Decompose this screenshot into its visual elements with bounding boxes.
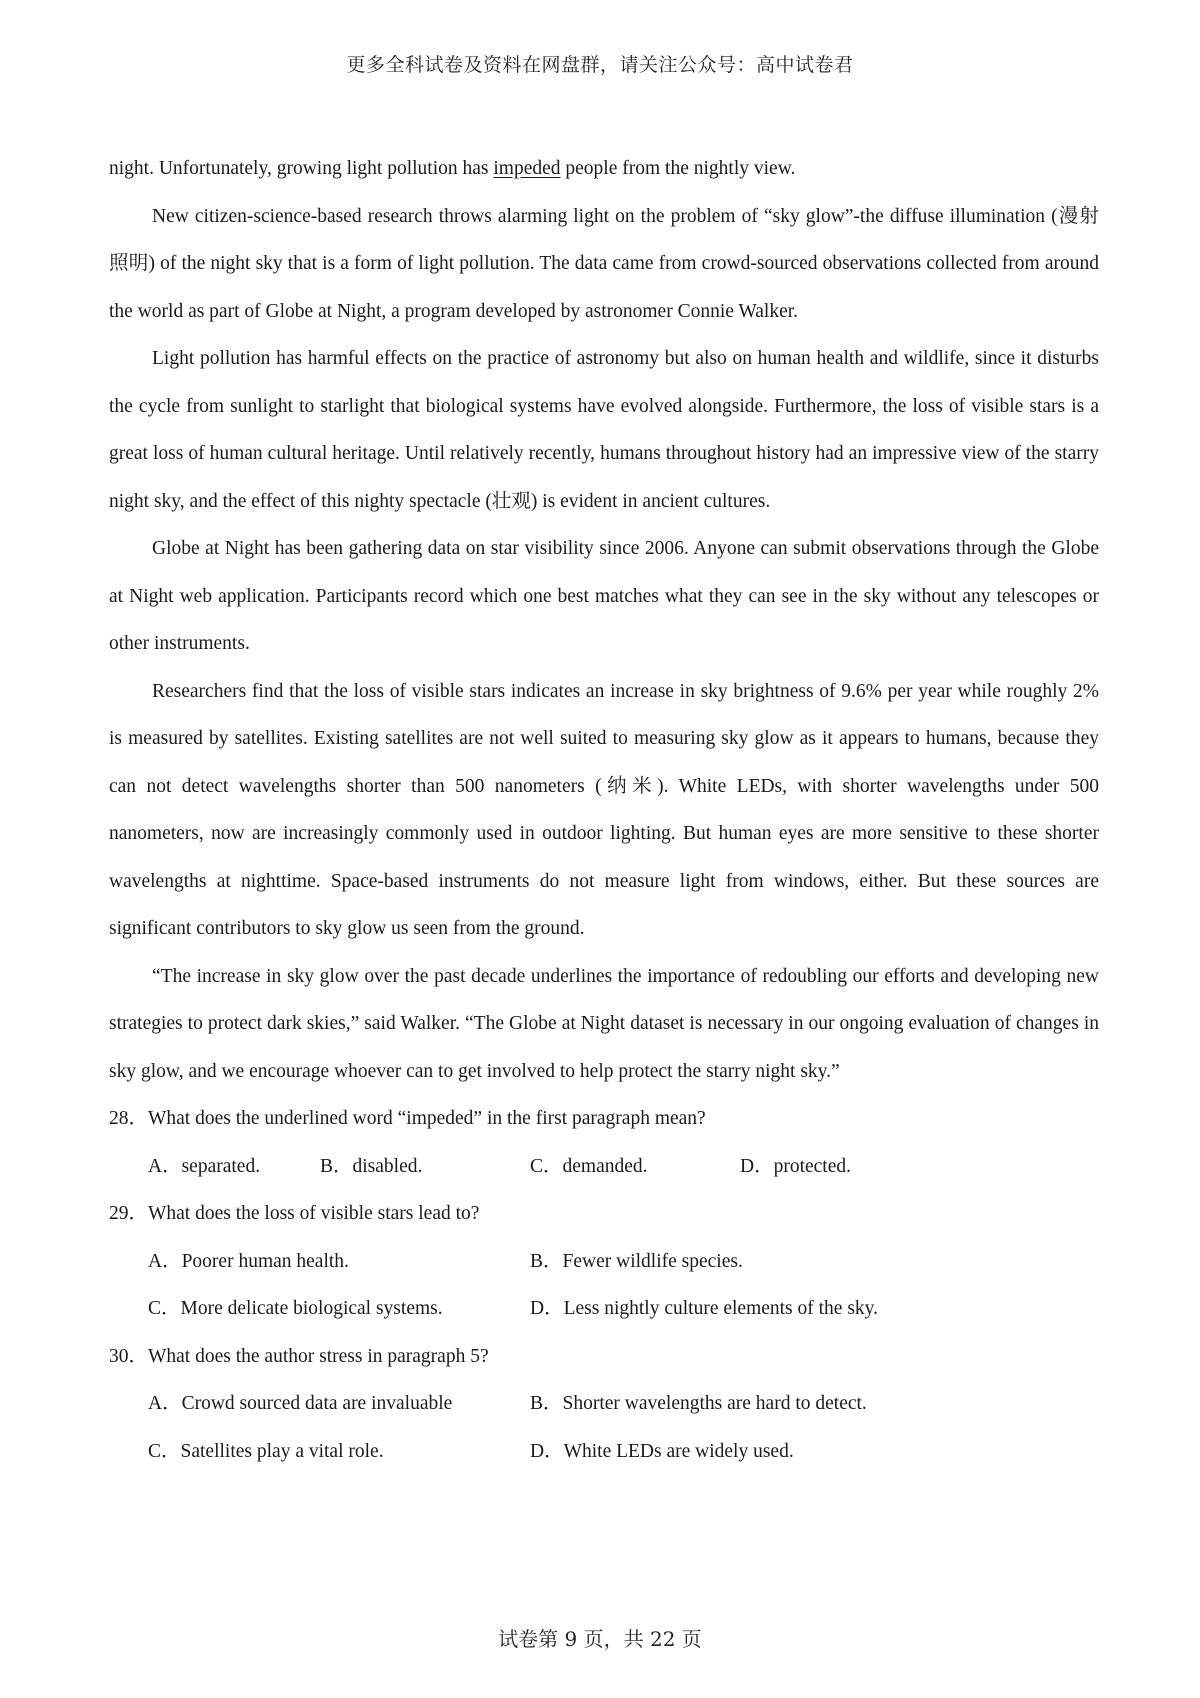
question-30-options-row-2 — [109, 1428, 1099, 1476]
passage-paragraph-2: Light pollution has harmful effects on the practice of astronomy but also on human health and wildlife, since it disturbs the cycle from sunlight to starlight that biological systems have evolved alongside. Furthermore, the loss of visible stars is a great loss of human cultural heritage. Until relatively recently, humans throughout history had an impressive view of the starry night sky, and the effect of this nighty spectacle (壮观) is evident in ancient cultures. — [109, 348, 1099, 512]
document-body — [109, 145, 1099, 1475]
passage-paragraph-1: New citizen-science-based research throws alarming light on the problem of “sky glow”-the diffuse illumination (漫射照明) of the night sky that is a form of light pollution. The data came from crowd-sourced observations collected from around the world as part of Globe at Night, a program developed by astronomer Connie Walker. — [109, 205, 1099, 322]
question-29-options-row-2 — [109, 1285, 1099, 1333]
option-d: D．protected. — [740, 1155, 852, 1177]
option-c: C．demanded. — [530, 1155, 648, 1177]
option-a: A．Crowd sourced data are invaluable — [148, 1393, 453, 1414]
question-30-options-row-1 — [109, 1380, 1099, 1428]
option-a: A．separated. — [148, 1155, 261, 1177]
question-28-options — [109, 1143, 1099, 1191]
option-d: D．White LEDs are widely used. — [530, 1440, 794, 1462]
paragraph-text-after: people from the nightly view. — [560, 158, 796, 179]
option-d: D．Less nightly culture elements of the sky. — [530, 1298, 879, 1319]
option-b: B．Fewer wildlife species. — [530, 1250, 743, 1272]
question-28: 28．What does the underlined word “impeded” in the first paragraph mean? — [109, 1108, 706, 1129]
page-header-notice: 更多全科试卷及资料在网盘群，请关注公众号：高中试卷君 — [346, 54, 854, 76]
underlined-word: impeded — [493, 158, 561, 179]
passage-paragraph-3: Globe at Night has been gathering data on star visibility since 2006. Anyone can submit observations through the Globe at Night web application. Participants record which one best matches what they can see in the sky without any telescopes or other instruments. — [109, 538, 1099, 654]
option-a: A．Poorer human health. — [148, 1250, 349, 1272]
passage-paragraph-5: “The increase in sky glow over the past decade underlines the importance of redoubling our efforts and developing new strategies to protect dark skies,” said Walker. “The Globe at Night dataset is necessary in our ongoing evaluation of changes in sky glow, and we encourage whoever can to get involved to help protect the starry night sky.” — [109, 965, 1099, 1082]
passage-paragraph-4: Researchers find that the loss of visible stars indicates an increase in sky brightness of 9.6% per year while roughly 2% is measured by satellites. Existing satellites are not well suited to measuring sky glow as it appears to humans, because they can not detect wavelengths shorter than 500 nanometers (纳米). White LEDs, with shorter wavelengths under 500 nanometers, now are increasingly commonly used in outdoor lighting. But human eyes are more sensitive to these shorter wavelengths at nighttime. Space-based instruments do not measure light from windows, either. But these sources are significant contributors to sky glow us seen from the ground. — [109, 680, 1099, 939]
option-b: B．Shorter wavelengths are hard to detect. — [530, 1393, 867, 1414]
question-29-options-row-1 — [109, 1238, 1099, 1286]
page-footer-number: 试卷第 9 页，共 22 页 — [498, 1627, 702, 1651]
option-b: B．disabled. — [320, 1155, 423, 1177]
passage-paragraph-continuation — [109, 145, 1099, 193]
question-29: 29．What does the loss of visible stars lead to? — [109, 1203, 480, 1224]
question-30: 30．What does the author stress in paragraph 5? — [109, 1345, 489, 1367]
option-c: C．More delicate biological systems. — [148, 1298, 443, 1319]
paragraph-text-before: night. Unfortunately, growing light pollution has — [109, 158, 494, 179]
option-c: C．Satellites play a vital role. — [148, 1440, 384, 1462]
